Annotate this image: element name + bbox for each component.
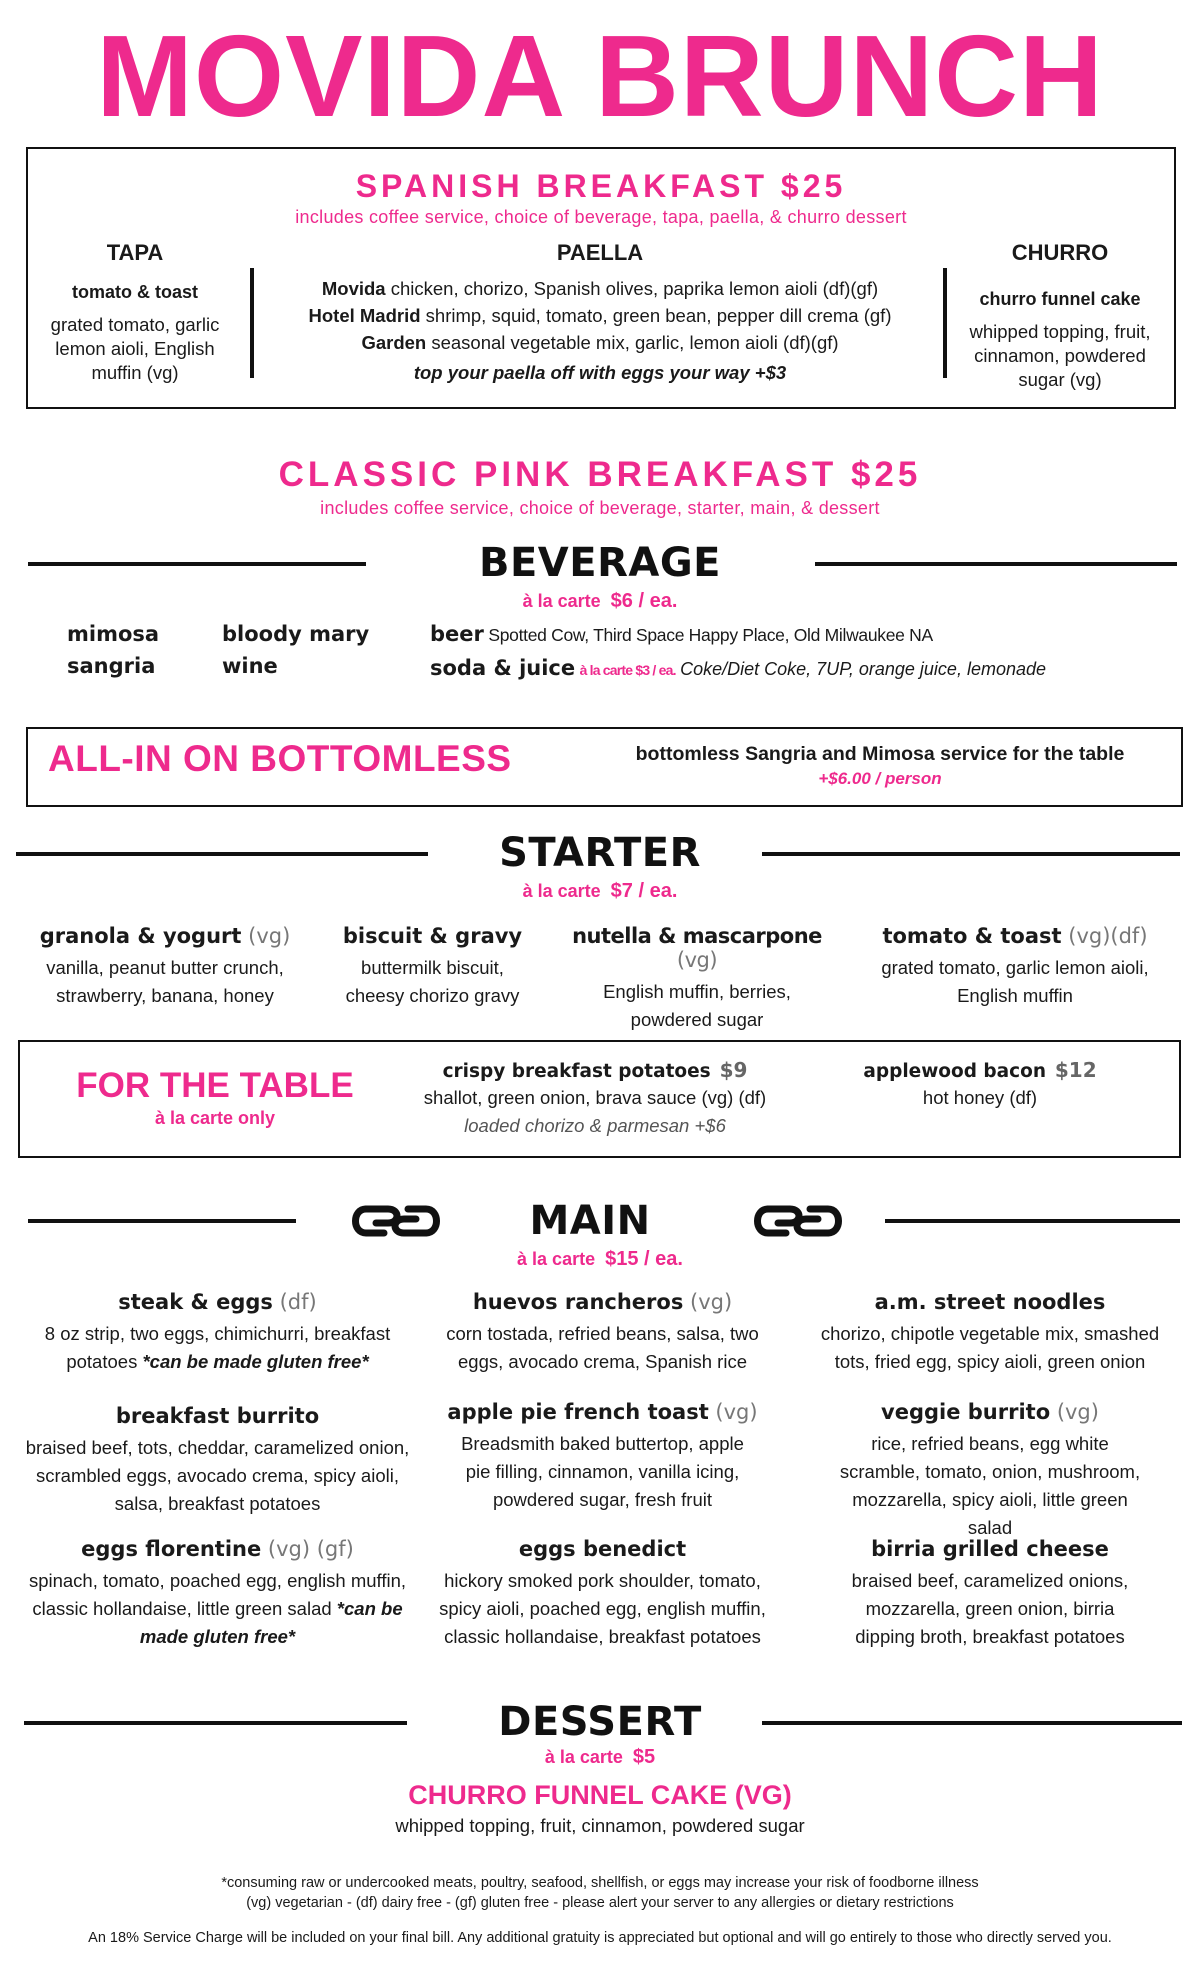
soda-price: à la carte $3 / ea. bbox=[579, 662, 676, 678]
gluten-free-note: *can be made gluten free* bbox=[139, 1598, 403, 1647]
item-name bbox=[400, 1058, 790, 1082]
name-label: applewood bacon bbox=[863, 1061, 1046, 1082]
item-name bbox=[552, 924, 842, 972]
desc-text: spinach, tomato, poached egg, english muffin, classic hollandaise, little green salad bbox=[28, 1570, 407, 1619]
item-desc: vanilla, peanut butter crunch, strawberry, banana, honey bbox=[46, 957, 284, 1006]
name-label: nutella & mascarpone bbox=[572, 924, 822, 948]
name-label: eggs florentine bbox=[81, 1537, 262, 1561]
spanish-breakfast-subtitle: includes coffee service, choice of beverage, tapa, paella, & churro dessert bbox=[295, 207, 907, 227]
item-desc: corn tostada, refried beans, salsa, two eggs, avocado crema, Spanish rice bbox=[446, 1323, 759, 1372]
footer-service-charge: An 18% Service Charge will be included on your final bill. Any additional gratuity is appreciated but optional and will go entirely to those who directly served you. bbox=[88, 1930, 1112, 1946]
tapa-desc: grated tomato, garlic lemon aioli, English muffin (vg) bbox=[50, 314, 220, 383]
dessert-heading: DESSERT bbox=[498, 1699, 702, 1745]
name-label: apple pie french toast bbox=[447, 1400, 709, 1424]
main-item bbox=[10, 1404, 425, 1518]
item-name bbox=[850, 924, 1180, 948]
item-name bbox=[430, 1400, 775, 1424]
page-title: MOVIDA BRUNCH bbox=[96, 11, 1104, 141]
name-label: huevos rancheros bbox=[472, 1290, 684, 1314]
name-label: eggs benedict bbox=[518, 1537, 687, 1561]
diet-tag: (vg) bbox=[1050, 1400, 1099, 1424]
item-desc: English muffin, berries, powdered sugar bbox=[603, 981, 791, 1030]
classic-breakfast-subtitle: includes coffee service, choice of beverage, starter, main, & dessert bbox=[320, 498, 880, 518]
starter-item bbox=[850, 924, 1180, 1010]
main-item bbox=[800, 1290, 1180, 1376]
diet-tag: (vg)(df) bbox=[1061, 924, 1148, 948]
item-desc: braised beef, tots, cheddar, caramelized onion, scrambled eggs, avocado crema, spicy aioli, salsa, breakfast potatoes bbox=[25, 1437, 410, 1514]
desc-text: 8 oz strip, two eggs, chimichurri, breakfast potatoes bbox=[44, 1323, 391, 1372]
main-item bbox=[430, 1400, 775, 1514]
churro-item: churro funnel cake bbox=[979, 289, 1141, 309]
item-desc: hickory smoked pork shoulder, tomato, spicy aioli, poached egg, english muffin, classic hollandaise, breakfast potatoes bbox=[439, 1570, 766, 1647]
name-label: biscuit & gravy bbox=[342, 924, 523, 948]
table-item bbox=[400, 1058, 790, 1140]
item-name bbox=[430, 1290, 775, 1314]
name-label: tomato & toast bbox=[882, 924, 1062, 948]
beer-label: beer bbox=[430, 622, 484, 646]
divider bbox=[28, 562, 366, 566]
beer-desc: Spotted Cow, Third Space Happy Place, Old Milwaukee NA bbox=[488, 625, 933, 645]
starter-heading: STARTER bbox=[499, 830, 701, 876]
name-label: granola & yogurt bbox=[39, 924, 242, 948]
item-note: loaded chorizo & parmesan +$6 bbox=[464, 1115, 726, 1136]
gluten-free-note: *can be made gluten free* bbox=[142, 1351, 369, 1372]
main-item bbox=[800, 1537, 1180, 1651]
item-desc bbox=[10, 1567, 425, 1651]
main-item bbox=[20, 1290, 415, 1376]
divider bbox=[815, 562, 1177, 566]
name-label: birria grilled cheese bbox=[871, 1537, 1109, 1561]
main-item bbox=[430, 1537, 775, 1651]
tapa-item: tomato & toast bbox=[72, 282, 198, 302]
divider bbox=[28, 1219, 296, 1223]
beverage-item: sangria bbox=[67, 654, 156, 678]
soda-line bbox=[430, 656, 1046, 680]
main-item bbox=[430, 1290, 775, 1376]
main-item bbox=[10, 1537, 425, 1651]
main-item bbox=[800, 1400, 1180, 1542]
item-desc: buttermilk biscuit, cheesy chorizo gravy bbox=[345, 957, 520, 1006]
price-label: $9 bbox=[719, 1058, 748, 1082]
paella-list bbox=[260, 275, 940, 386]
dessert-item: CHURRO FUNNEL CAKE (VG) bbox=[408, 1780, 792, 1810]
churro-desc: whipped topping, fruit, cinnamon, powdered sugar (vg) bbox=[969, 321, 1151, 390]
chain-link-icon bbox=[750, 1201, 846, 1241]
diet-tag: (vg) bbox=[683, 1290, 733, 1314]
diet-tag: (vg) bbox=[241, 924, 291, 948]
item-desc: Breadsmith baked buttertop, apple pie filling, cinnamon, vanilla icing, powdered sugar, fresh fruit bbox=[461, 1433, 744, 1510]
price-label: $6 / ea. bbox=[610, 590, 678, 612]
item-desc: grated tomato, garlic lemon aioli, English muffin bbox=[881, 957, 1149, 1006]
item-desc bbox=[20, 1320, 415, 1376]
diet-tag: (vg) (gf) bbox=[261, 1537, 354, 1561]
starter-item bbox=[552, 924, 842, 1034]
item-name bbox=[820, 1058, 1140, 1082]
alacarte-label: à la carte bbox=[544, 1747, 623, 1767]
diet-tag: (vg) bbox=[676, 948, 718, 972]
divider bbox=[16, 852, 428, 856]
paella-line bbox=[260, 329, 940, 356]
beverage-item: mimosa bbox=[67, 622, 160, 646]
footer-disclaimer: *consuming raw or undercooked meats, poultry, seafood, shellfish, or eggs may increase your risk of foodborne illness bbox=[221, 1875, 979, 1891]
dessert-price bbox=[430, 1746, 770, 1769]
paella-name: Hotel Madrid bbox=[308, 305, 421, 326]
item-name bbox=[430, 1537, 775, 1561]
name-label: breakfast burrito bbox=[115, 1404, 320, 1428]
divider bbox=[250, 268, 254, 378]
alacarte-label: à la carte bbox=[522, 881, 601, 901]
divider bbox=[762, 852, 1180, 856]
bottomless-desc: bottomless Sangria and Mimosa service for the table bbox=[635, 743, 1125, 765]
price-label: $15 / ea. bbox=[605, 1248, 683, 1270]
paella-line bbox=[260, 275, 940, 302]
starter-item bbox=[20, 924, 310, 1010]
item-name bbox=[10, 1537, 425, 1561]
starter-item bbox=[315, 924, 550, 1010]
beverage-item: bloody mary bbox=[222, 622, 370, 646]
item-desc: braised beef, caramelized onions, mozzarella, green onion, birria dipping broth, breakfast potatoes bbox=[851, 1570, 1129, 1647]
price-label: $7 / ea. bbox=[610, 880, 678, 902]
name-label: veggie burrito bbox=[881, 1400, 1051, 1424]
beer-line bbox=[430, 622, 933, 646]
diet-tag: (vg) bbox=[708, 1400, 758, 1424]
churro-heading: CHURRO bbox=[1011, 240, 1109, 265]
paella-name: Movida bbox=[321, 278, 386, 299]
beverage-item: wine bbox=[222, 654, 278, 678]
soda-desc: Coke/Diet Coke, 7UP, orange juice, lemonade bbox=[680, 659, 1047, 679]
bottomless-price: +$6.00 / person bbox=[818, 769, 942, 788]
item-name bbox=[800, 1537, 1180, 1561]
name-label: steak & eggs bbox=[118, 1290, 273, 1314]
dessert-desc: whipped topping, fruit, cinnamon, powdered sugar bbox=[395, 1815, 805, 1836]
soda-label: soda & juice bbox=[430, 656, 576, 680]
tapa-heading: TAPA bbox=[106, 240, 164, 265]
paella-heading: PAELLA bbox=[556, 240, 644, 265]
beverage-heading: BEVERAGE bbox=[478, 540, 721, 586]
item-name bbox=[315, 924, 550, 948]
price-label: $12 bbox=[1054, 1058, 1097, 1082]
paella-line bbox=[260, 302, 940, 329]
name-label: crispy breakfast potatoes bbox=[442, 1061, 711, 1082]
beverage-price bbox=[380, 590, 820, 613]
item-desc: chorizo, chipotle vegetable mix, smashed tots, fried egg, spicy aioli, green onion bbox=[820, 1323, 1160, 1372]
main-heading: MAIN bbox=[529, 1198, 651, 1244]
divider bbox=[24, 1721, 407, 1725]
item-desc: rice, refried beans, egg white scramble, tomato, onion, mushroom, mozzarella, spicy aioli, little green salad bbox=[839, 1433, 1141, 1538]
item-name bbox=[800, 1400, 1180, 1424]
item-name bbox=[20, 924, 310, 948]
paella-desc: seasonal vegetable mix, garlic, lemon aioli (df)(gf) bbox=[426, 332, 839, 353]
main-price bbox=[430, 1248, 770, 1271]
bottomless-title: ALL-IN ON BOTTOMLESS bbox=[48, 738, 512, 779]
paella-name: Garden bbox=[361, 332, 427, 353]
divider bbox=[885, 1219, 1180, 1223]
paella-note: top your paella off with eggs your way +$3 bbox=[413, 362, 787, 383]
chain-link-icon bbox=[348, 1201, 444, 1241]
name-label: a.m. street noodles bbox=[874, 1290, 1106, 1314]
classic-breakfast-title: CLASSIC PINK BREAKFAST $25 bbox=[278, 455, 922, 494]
alacarte-label: à la carte bbox=[522, 591, 601, 611]
item-desc: shallot, green onion, brava sauce (vg) (df) bbox=[423, 1087, 767, 1108]
item-name bbox=[800, 1290, 1180, 1314]
for-the-table-subtitle: à la carte only bbox=[154, 1108, 276, 1128]
item-desc: hot honey (df) bbox=[922, 1087, 1038, 1108]
footer-diet-key: (vg) vegetarian - (df) dairy free - (gf) gluten free - please alert your server to any allergies or dietary restrictions bbox=[246, 1895, 954, 1911]
table-item bbox=[820, 1058, 1140, 1112]
paella-desc: shrimp, squid, tomato, green bean, pepper dill crema (gf) bbox=[420, 305, 892, 326]
price-label: $5 bbox=[632, 1746, 656, 1768]
for-the-table-title: FOR THE TABLE bbox=[76, 1066, 354, 1105]
diet-tag: (df) bbox=[272, 1290, 317, 1314]
divider bbox=[943, 268, 947, 378]
alacarte-label: à la carte bbox=[517, 1249, 596, 1269]
paella-desc: chicken, chorizo, Spanish olives, paprika lemon aioli (df)(gf) bbox=[385, 278, 879, 299]
starter-price bbox=[430, 880, 770, 903]
item-name bbox=[10, 1404, 425, 1428]
divider bbox=[762, 1721, 1182, 1725]
item-name bbox=[20, 1290, 415, 1314]
spanish-breakfast-title: SPANISH BREAKFAST $25 bbox=[355, 168, 847, 204]
